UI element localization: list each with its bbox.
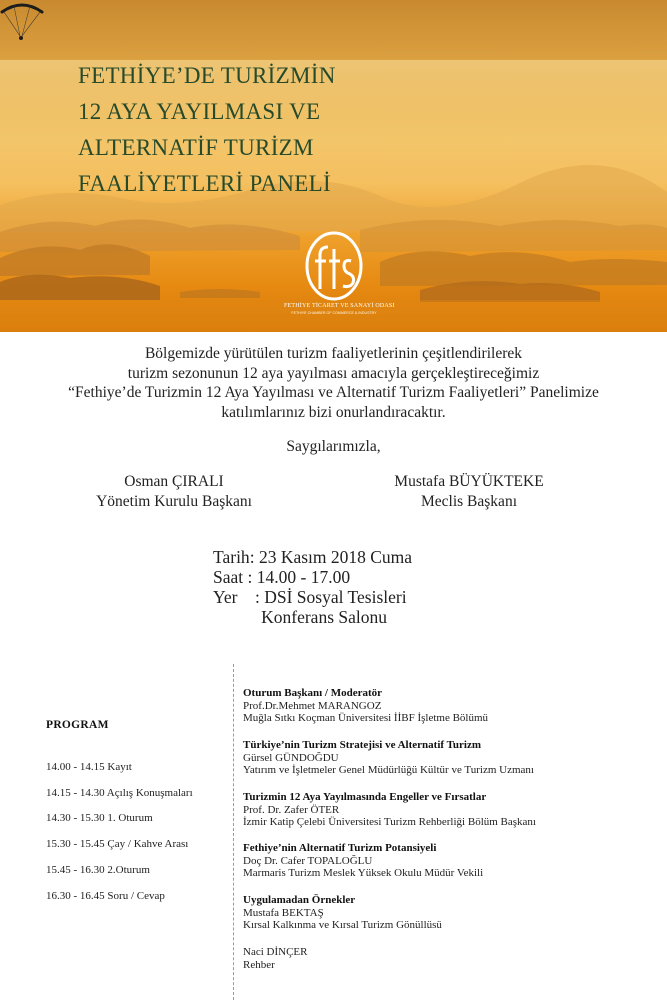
greeting: Saygılarımızla, bbox=[286, 438, 381, 455]
signature-right bbox=[339, 472, 599, 512]
signatory-title: Meclis Başkanı bbox=[421, 493, 517, 510]
session-block bbox=[243, 894, 442, 932]
signatory-name: Osman ÇIRALI bbox=[124, 473, 224, 490]
panel-title-line: 12 AYA YAYILMASI VE bbox=[78, 99, 321, 124]
panel-title-line: ALTERNATİF TURİZM bbox=[78, 135, 314, 160]
speaker-name: Naci DİNÇER bbox=[243, 946, 308, 958]
signature-left bbox=[44, 472, 304, 512]
invitation-line: Bölgemizde yürütülen turizm faaliyetlerinin çeşitlendirilerek bbox=[144, 345, 523, 362]
session-title: Türkiye’nin Turizm Stratejisi ve Alternatif Turizm bbox=[243, 739, 482, 751]
event-place-row-2 bbox=[213, 607, 412, 627]
speaker-affiliation: Rehber bbox=[243, 958, 275, 971]
place-label: Yer bbox=[213, 587, 238, 607]
fts-monogram-icon bbox=[284, 231, 384, 303]
header-banner bbox=[0, 0, 667, 332]
panel-title-line: FAALİYETLERİ PANELİ bbox=[78, 171, 331, 196]
session-block bbox=[243, 791, 536, 829]
invitation-line: turizm sezonunun 12 aya yayılması amacıyla gerçekleştireceğimiz bbox=[127, 364, 540, 382]
panel-title bbox=[78, 58, 336, 202]
event-date: 23 Kasım 2018 Cuma bbox=[258, 547, 413, 567]
session-title: Turizmin 12 Aya Yayılmasında Engeller ve Fırsatlar bbox=[243, 791, 487, 803]
speaker-affiliation: Yatırım ve İşletmeler Genel Müdürlüğü Kültür ve Turizm Uzmanı bbox=[243, 764, 534, 776]
session-block bbox=[243, 946, 307, 971]
date-label: Tarih bbox=[213, 547, 250, 567]
program-item: 15.45 - 16.30 2.Oturum bbox=[46, 864, 150, 876]
signatory-title: Yönetim Kurulu Başkanı bbox=[96, 493, 252, 510]
program-item: 16.30 - 16.45 Soru / Cevap bbox=[46, 890, 165, 902]
speaker-name: Prof.Dr.Mehmet MARANGOZ bbox=[243, 699, 382, 712]
session-block bbox=[243, 687, 488, 725]
speaker-affiliation: Marmaris Turizm Meslek Yüksek Okulu Müdür Vekili bbox=[243, 867, 484, 879]
event-date-row: Tarih: 23 Kasım 2018 Cuma bbox=[213, 547, 413, 567]
program-item: 15.30 - 15.45 Çay / Kahve Arası bbox=[46, 838, 189, 850]
event-time: 14.00 - 17.00 bbox=[256, 567, 351, 587]
event-details bbox=[213, 547, 412, 627]
speaker-affiliation: Kırsal Kalkınma ve Kırsal Turizm Gönüllüsü bbox=[243, 919, 442, 931]
program-item: 14.00 - 14.15 Kayıt bbox=[46, 761, 132, 773]
speaker-affiliation: İzmir Katip Çelebi Üniversitesi Turizm Rehberliği Bölüm Başkanı bbox=[243, 816, 536, 828]
program-item: 14.30 - 15.30 1. Oturum bbox=[46, 812, 153, 824]
speaker-name: Gürsel GÜNDOĞDU bbox=[243, 751, 339, 764]
event-time-row: Saat : 14.00 - 17.00 bbox=[213, 567, 351, 587]
invitation-text bbox=[0, 344, 667, 422]
event-place-row: Yer : DSİ Sosyal Tesisleri bbox=[213, 587, 407, 607]
invitation-line: katılımlarınız bizi onurlandıracaktır. bbox=[221, 403, 446, 421]
paraglider-icon bbox=[0, 0, 44, 44]
session-block bbox=[243, 842, 483, 880]
session-title: Uygulamadan Örnekler bbox=[243, 894, 356, 906]
speaker-name: Doç Dr. Cafer TOPALOĞLU bbox=[243, 854, 373, 867]
program-item: 14.15 - 14.30 Açılış Konuşmaları bbox=[46, 787, 193, 799]
invitation-line: “Fethiye’de Turizmin 12 Aya Yayılması ve Alternatif Turizm Faaliyetleri” Panelimize bbox=[68, 384, 599, 401]
program-heading: PROGRAM bbox=[46, 719, 109, 731]
speaker-affiliation: Muğla Sıtkı Koçman Üniversitesi İİBF İşletme Bölümü bbox=[243, 712, 489, 724]
signatory-name: Mustafa BÜYÜKTEKE bbox=[394, 473, 544, 490]
speaker-name: Mustafa BEKTAŞ bbox=[243, 906, 324, 919]
logo-subtext: FETHIYE CHAMBER OF COMMERCE & INDUSTRY bbox=[291, 311, 377, 315]
session-title: Oturum Başkanı / Moderatör bbox=[243, 687, 383, 699]
event-place: DSİ Sosyal Tesisleri bbox=[264, 587, 407, 607]
logo-name: FETHİYE TİCARET VE SANAYİ ODASI bbox=[284, 303, 395, 309]
session-title: Fethiye’nin Alternatif Turizm Potansiyeli bbox=[243, 842, 437, 854]
dashed-divider bbox=[233, 664, 234, 1000]
speaker-name: Prof. Dr. Zafer ÖTER bbox=[243, 803, 340, 816]
time-label: Saat bbox=[213, 567, 244, 587]
panel-title-line: FETHİYE’DE TURİZMİN bbox=[78, 63, 336, 88]
event-place-hall: Konferans Salonu bbox=[261, 607, 388, 627]
session-block bbox=[243, 739, 534, 777]
